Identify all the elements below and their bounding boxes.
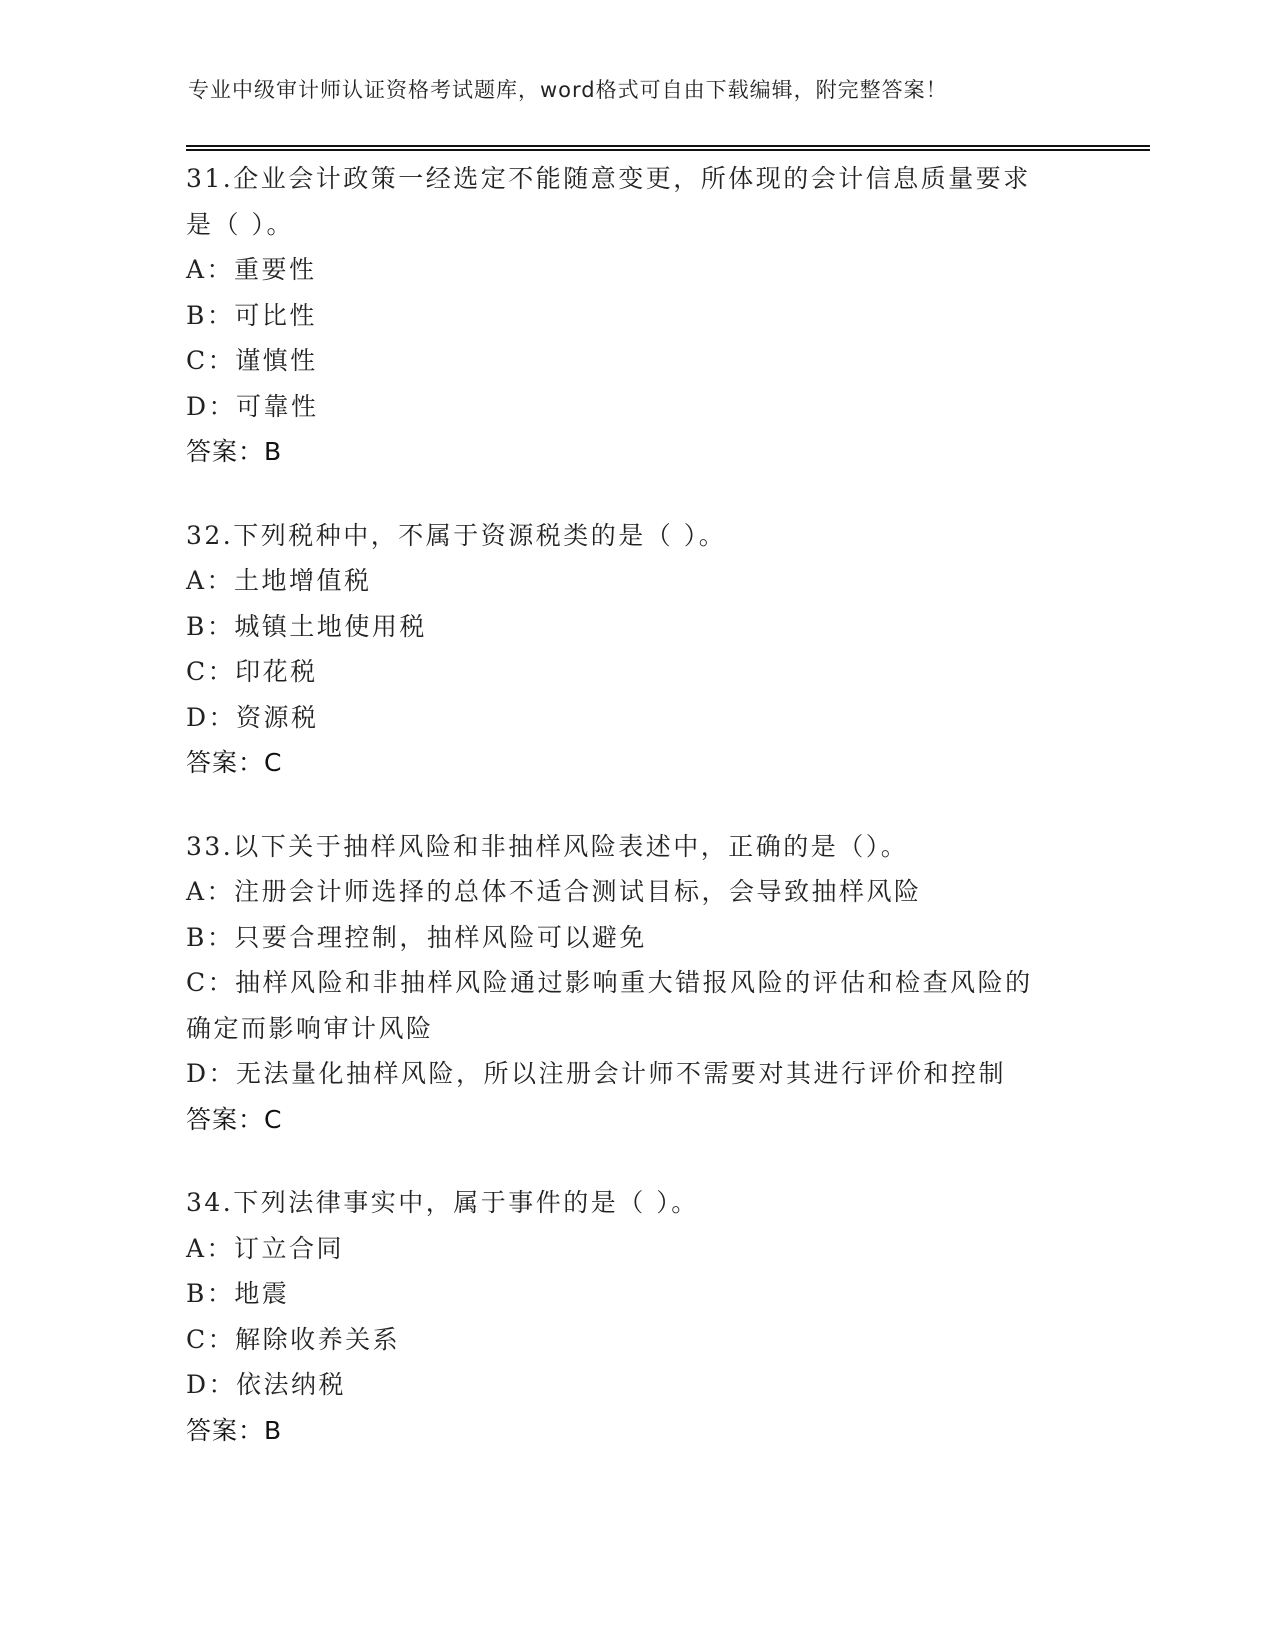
question-stem: 31.企业会计政策一经选定不能随意变更，所体现的会计信息质量要求 [186,164,1031,193]
option-d: D：依法纳税 [186,1370,347,1399]
option-d: D：无法量化抽样风险，所以注册会计师不需要对其进行评价和控制 [186,1059,1007,1088]
option-a: A：订立合同 [186,1233,345,1263]
question-stem: 是（ ）。 [186,209,294,239]
option-c: C：印花税 [186,657,318,686]
header-double-rule [186,145,1150,151]
option-a: A：注册会计师选择的总体不适合测试目标，会导致抽样风险 [186,877,922,906]
option-c: C：谨慎性 [186,346,318,375]
answer-line: 答案：B [186,437,283,466]
option-c: C：解除收养关系 [186,1324,401,1354]
answer-line: 答案：C [186,748,283,777]
question-stem: 32.下列税种中，不属于资源税类的是（ ）。 [186,520,727,550]
option-c: C：抽样风险和非抽样风险通过影响重大错报风险的评估和检查风险的 [186,968,1033,997]
option-b: B：地震 [186,1279,290,1308]
question-33 [186,824,1086,1143]
option-b: B：城镇土地使用税 [186,611,427,641]
option-d: D：可靠性 [186,391,319,421]
page-header: 专业中级审计师认证资格考试题库，word格式可自由下载编辑，附完整答案！ [188,78,948,102]
answer-line: 答案：B [186,1415,283,1445]
question-31 [186,156,1086,475]
option-d: D：资源税 [186,702,319,732]
question-32 [186,513,1086,786]
question-stem: 33.以下关于抽样风险和非抽样风险表述中，正确的是（）。 [186,831,909,861]
question-34 [186,1180,1086,1453]
question-list [186,156,1086,1491]
option-a: A：重要性 [186,255,317,284]
option-a: A：土地增值税 [186,566,372,595]
option-b: B：只要合理控制，抽样风险可以避免 [186,922,647,952]
option-b: B：可比性 [186,300,317,330]
answer-line: 答案：C [186,1104,283,1134]
question-stem: 34.下列法律事实中，属于事件的是（ ）。 [186,1188,699,1217]
option-c-continued: 确定而影响审计风险 [186,1013,434,1043]
